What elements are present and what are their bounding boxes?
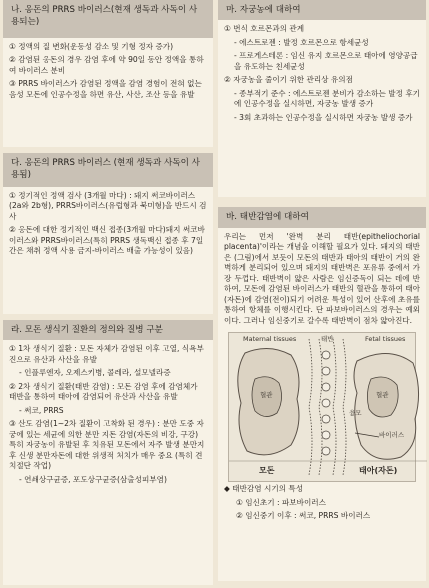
section-ma-body	[218, 20, 426, 197]
placenta-diagram	[229, 333, 427, 481]
fetal-tissues-label: Fetal tissues	[365, 335, 406, 344]
list-item: ① 정기적인 정액 검사 (3개월 마다) : 돼지 써코바이러스(2a와 2b형), PRRS바이러스(유럽형과 북미형)을 반드시 검사	[9, 191, 207, 221]
list-item: ① 1차 생식기 질환 : 모돈 자체가 감염된 이후 고열, 식욕부진으로 유산과 사산을 유발	[9, 344, 204, 364]
maternal-tissues-label: Maternal tissues	[243, 335, 297, 344]
right-column	[218, 0, 426, 581]
list-item: ② 자궁농을 줄이기 위한 관리상 유의점	[224, 75, 353, 85]
blood-vessel-left-label: 혈관	[260, 391, 273, 400]
list-item: - 종부적기 준수 : 에스트로젠 분비가 감소하는 발정 후기에 인공수정을 실시하면, 자궁농 발생 증가	[234, 88, 420, 109]
left-column	[3, 0, 213, 585]
list-item: ② 임신중기 이후 : 써코, PRRS 바이러스	[236, 511, 371, 521]
list-item: ① 임신초기 : 파보바이러스	[236, 497, 326, 507]
list-item: ① 정액의 질 변화(운동성 감소 및 기형 정자 증가)	[9, 42, 174, 51]
section-da-body	[3, 187, 213, 314]
section-da-title: 다. 옹돈의 PRRS 바이러스 (현재 생독과 사독이 사용됨)	[3, 153, 213, 187]
section-ma-title: 마. 자궁농에 대하여	[218, 0, 426, 20]
list-item: ① 번식 호르몬과의 관계	[224, 24, 305, 34]
list-item: - 에스트로젠 : 발정 호르몬으로 항세균성	[234, 37, 369, 47]
villus-label: 융모	[349, 409, 362, 418]
sow-label: 모돈	[259, 466, 275, 476]
list-item: ② 감염된 옹돈의 경우 감염 후에 약 90일 동안 정액을 통하여 바이러스 분비	[9, 55, 204, 75]
list-item: - 써코, PRRS	[19, 405, 64, 415]
placenta-figure	[228, 332, 416, 482]
section-na-title: 나. 옹돈의 PRRS 바이러스(현재 생독과 사독이 사용되는)	[3, 0, 213, 38]
blood-vessel-right-label: 혈관	[376, 391, 389, 400]
list-item: - 3회 초과하는 인공수정을 실시하면 자궁농 발생 증가	[234, 112, 413, 122]
placenta-top-label: 태반	[321, 335, 334, 344]
list-item: ③ PRRS 바이러스가 감염된 정액을 감염 경험이 전혀 없는 음성 모돈에 인공수정을 하면 유산, 사산, 조산 등을 유발	[9, 79, 202, 99]
list-item: - 프로게스테론 : 임신 유지 호르몬으로 태아에 영양공급을 유도하는 친세균성	[234, 51, 418, 71]
section-ba-body	[218, 228, 426, 581]
fetus-label: 태아(자돈)	[359, 466, 398, 476]
villi	[322, 351, 330, 455]
list-item: ③ 산도 감염(1~2차 질환이 고착화 된 경우) : 분만 도중 자궁에 있는 세균에 의한 분만 지돈 감염(자돈의 비강, 구강) 특히 자궁농이 유발된 후 치유된 모돈에서 자주 발생 분만지후 신생 분만자돈에 대한 위생적 처치가 매우 중요 (특히 견치절단 작업)	[9, 419, 205, 471]
infection-timing-heading: ◆ 태반감염 시기의 특성	[224, 484, 304, 494]
section-ra-title: 라. 모돈 생식기 질환의 정의와 질병 구분	[3, 320, 213, 340]
list-item: ② 옹돈에 대한 정기적인 백신 접종(3개월 마다)돼지 써코바이러스와 PRRS바이러스(특히 PRRS 생독백신 접종 후 7일간은 채취 정액 사용 금지-바이러스 배출 가능성이 있음)	[9, 225, 205, 256]
section-na-body	[3, 38, 213, 147]
section-ra-body	[3, 340, 213, 585]
section-ba-title: 바. 태반감염에 대하여	[218, 207, 426, 227]
list-item: - 연쇄상구균증, 포도상구균증(삼출성피부염)	[19, 474, 167, 484]
list-item: ② 2차 생식기 질환(태반 감염) : 모돈 감염 후에 감염체가 태반을 통하여 태아에 감염되어 유산과 사산을 유발	[9, 381, 198, 402]
virus-label: 바이러스	[379, 431, 405, 440]
list-item: - 인플루엔자, 오제스키병, 콜레라, 설모넬라증	[19, 368, 171, 378]
section-ba-paragraph: 우리는 먼저 '완벽 분리 태반(epitheliochorial placenta)'이라는 개념을 이해할 필요가 있다. 돼지의 태반은 (그림)에서 보듯이 모돈의 태반과 태아의 태반이 거의 완벽하게 분리되어 있으며 돼지의 태반벽은 포유류 중에서 가장 두껍다. 태반벽이 얇은 사람은 임신증독이 되는 데에 반하여, 모돈에 감염된 바이러스가 태반의 혈관을 통하여 태아(자돈)에 감염(전이)되기 어려운 특성이 있어 산후에 초유를 통하여 항체를 이행시킨다. 단 파보바이러스의 경우는 예외이다. 그러나 임신중기로 갈수록 태반벽이 점차 얇아진다.	[224, 231, 420, 325]
